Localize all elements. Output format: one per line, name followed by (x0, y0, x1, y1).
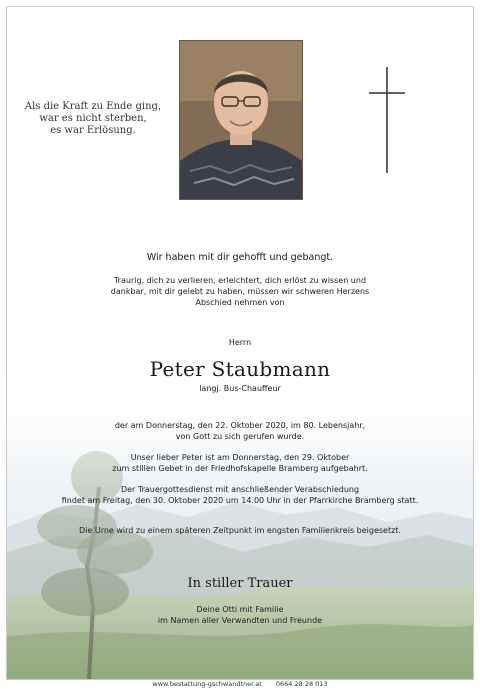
mourners (7, 604, 473, 626)
mourner-line: im Namen aller Verwandten und Freunde (157, 616, 323, 625)
funeral-line: Der Trauergottesdienst mit anschließender Verabschiedung (120, 485, 360, 494)
death-notice (7, 420, 473, 442)
portrait-photo (179, 40, 303, 200)
urn-notice: Die Urne wird zu einem späteren Zeitpunkt im engsten Familienkreis beigesetzt. (79, 526, 401, 535)
mourner-line: Deine Otti mit Familie (196, 605, 284, 614)
memorial-quote (19, 101, 167, 137)
footer-website[interactable]: www.bestattung-gschwandtner.at (152, 680, 262, 688)
death-line: von Gott zu sich gerufen wurde. (175, 432, 305, 441)
paragraph-line: Traurig, dich zu verlieren, erleichtert, dich erlöst zu wissen und (113, 276, 367, 285)
mourning-heading: In stiller Trauer (187, 576, 293, 591)
funeral-line: findet am Freitag, den 30. Oktober 2020 um 14.00 Uhr in der Pfarrkirche Bramberg statt. (61, 496, 419, 505)
laying-out-line: zum stillen Gebet in der Friedhofskapelle Bramberg aufgebahrt. (112, 464, 368, 473)
obituary-card (6, 6, 474, 680)
laying-out-notice (7, 452, 473, 474)
paragraph-line: dankbar, mit dir gelebt zu haben, müssen wir schweren Herzens (110, 287, 370, 296)
deceased-name: Peter Staubmann (149, 357, 331, 381)
quote-line: war es nicht sterben, (39, 113, 147, 124)
paragraph-line: Abschied nehmen von (195, 298, 285, 307)
intro-line: Wir haben mit dir gehofft und gebangt. (146, 252, 334, 263)
footer (0, 680, 480, 688)
farewell-paragraph (7, 275, 473, 308)
salutation: Herrn (228, 338, 252, 347)
cross-icon (367, 67, 407, 173)
quote-line: Als die Kraft zu Ende ging, (24, 101, 162, 112)
footer-phone: 0664 28 28 013 (275, 680, 328, 688)
death-line: der am Donnerstag, den 22. Oktober 2020, im 80. Lebensjahr, (114, 421, 366, 430)
deceased-occupation: langj. Bus-Chauffeur (199, 384, 281, 393)
funeral-notice (7, 484, 473, 506)
quote-line: es war Erlösung. (50, 125, 136, 136)
laying-out-line: Unser lieber Peter ist am Donnerstag, den 29. Oktober (130, 453, 350, 462)
